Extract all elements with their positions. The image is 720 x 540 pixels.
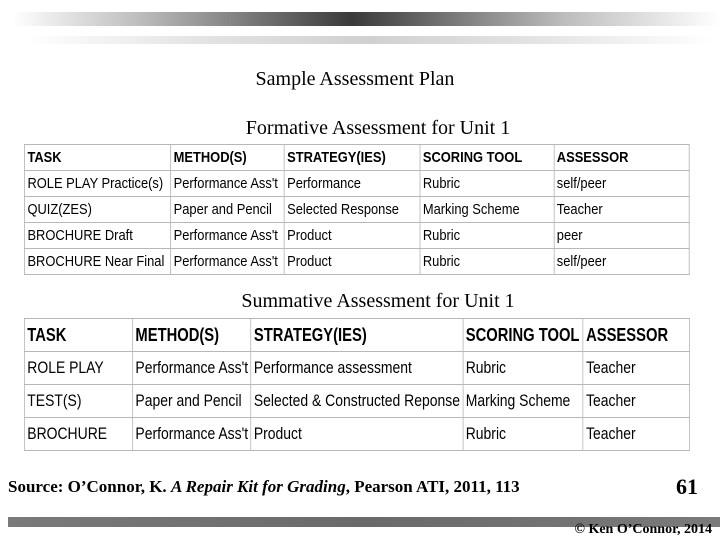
cell-scoring-tool: Rubric <box>420 171 554 197</box>
table-row <box>24 223 689 249</box>
cell-assessor: self/peer <box>554 249 689 275</box>
formative-heading: Formative Assessment for Unit 1 <box>245 117 511 139</box>
cell-method: Performance Ass't <box>133 352 251 385</box>
header-assessor: ASSESSOR <box>554 145 689 171</box>
cell-assessor: Teacher <box>583 352 689 385</box>
cell-method: Performance Ass't <box>171 223 284 249</box>
header-method: METHOD(S) <box>133 319 251 352</box>
cell-scoring-tool: Marking Scheme <box>463 385 583 418</box>
header-strategy: STRATEGY(IES) <box>251 319 463 352</box>
cell-strategy: Product <box>284 223 420 249</box>
cell-strategy: Selected Response <box>284 197 420 223</box>
header-strategy: STRATEGY(IES) <box>284 145 420 171</box>
header-method: METHOD(S) <box>171 145 284 171</box>
copyright-notice: © Ken O’Connor, 2014 <box>574 522 712 537</box>
source-suffix: , Pearson ATI, 2011, 113 <box>345 477 520 496</box>
table-row <box>24 197 689 223</box>
header-scoring-tool: SCORING TOOL <box>420 145 554 171</box>
top-decorative-bar <box>12 12 720 26</box>
header-task: TASK <box>24 319 132 352</box>
cell-method: Paper and Pencil <box>133 385 251 418</box>
cell-task: QUIZ(ZES) <box>24 197 170 223</box>
cell-strategy: Product <box>251 418 463 451</box>
cell-task: ROLE PLAY <box>24 352 132 385</box>
table-row <box>24 385 689 418</box>
cell-assessor: Teacher <box>583 385 689 418</box>
source-book-title: A Repair Kit for Grading <box>170 477 346 496</box>
cell-method: Performance Ass't <box>171 171 284 197</box>
cell-task: ROLE PLAY Practice(s) <box>24 171 170 197</box>
table-header-row <box>24 145 689 171</box>
cell-scoring-tool: Rubric <box>463 352 583 385</box>
source-citation <box>8 477 520 497</box>
table-row <box>24 352 689 385</box>
cell-task: TEST(S) <box>24 385 132 418</box>
cell-method: Performance Ass't <box>171 249 284 275</box>
page-number: 61 <box>676 474 698 499</box>
cell-scoring-tool: Rubric <box>420 223 554 249</box>
cell-assessor: self/peer <box>554 171 689 197</box>
cell-assessor: peer <box>554 223 689 249</box>
cell-task: BROCHURE Near Final <box>24 249 170 275</box>
cell-task: BROCHURE <box>24 418 132 451</box>
cell-strategy: Selected & Constructed Reponse <box>251 385 463 418</box>
cell-method: Paper and Pencil <box>171 197 284 223</box>
table-row <box>24 249 689 275</box>
cell-scoring-tool: Rubric <box>463 418 583 451</box>
source-prefix: Source: O’Connor, K. <box>8 477 171 496</box>
cell-assessor: Teacher <box>583 418 689 451</box>
page-title: Sample Assessment Plan <box>255 68 455 90</box>
cell-method: Performance Ass't <box>133 418 251 451</box>
header-scoring-tool: SCORING TOOL <box>463 319 583 352</box>
cell-strategy: Product <box>284 249 420 275</box>
header-assessor: ASSESSOR <box>583 319 689 352</box>
formative-table <box>24 144 690 275</box>
table-row <box>24 418 689 451</box>
cell-strategy: Performance <box>284 171 420 197</box>
summative-heading: Summative Assessment for Unit 1 <box>241 290 515 312</box>
cell-task: BROCHURE Draft <box>24 223 170 249</box>
top-decorative-bar-thin <box>24 36 714 44</box>
summative-table <box>24 318 690 451</box>
cell-scoring-tool: Rubric <box>420 249 554 275</box>
cell-scoring-tool: Marking Scheme <box>420 197 554 223</box>
cell-assessor: Teacher <box>554 197 689 223</box>
header-task: TASK <box>24 145 170 171</box>
table-row <box>24 171 689 197</box>
cell-strategy: Performance assessment <box>251 352 463 385</box>
table-header-row <box>24 319 689 352</box>
